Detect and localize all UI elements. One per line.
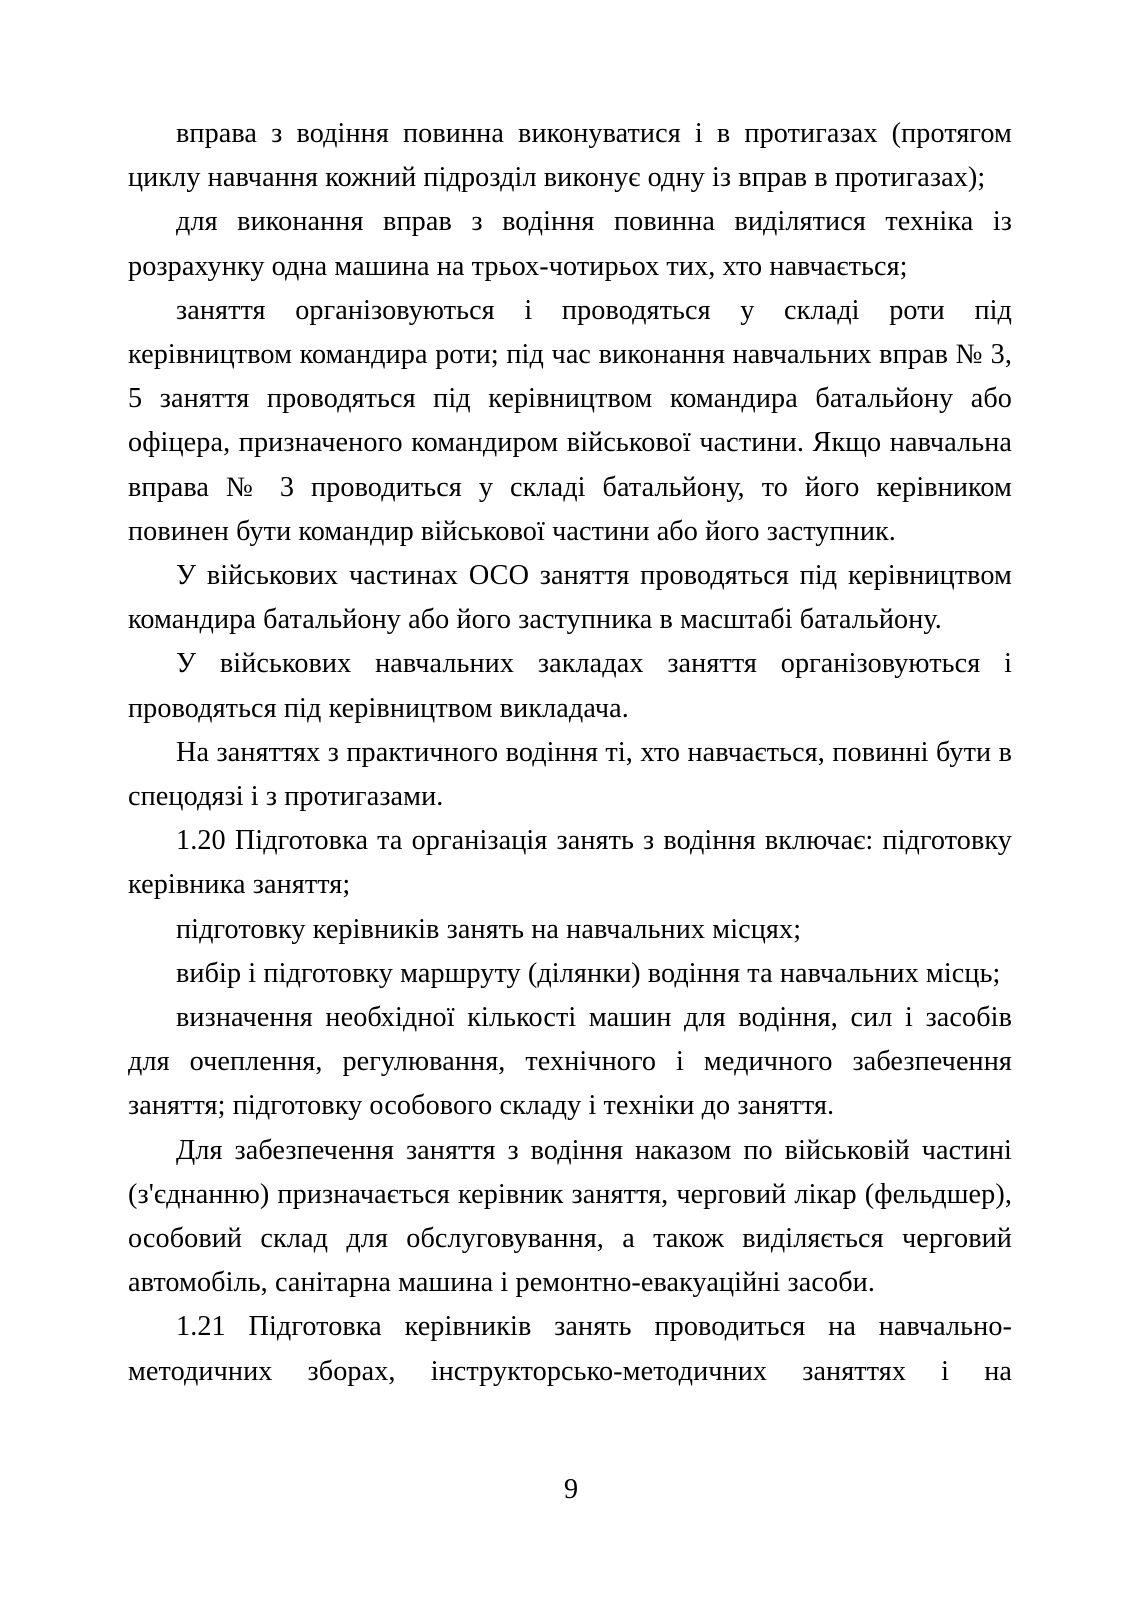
paragraph: У військових навчальних закладах заняття організовуються і проводяться під керівництвом викладача. (128, 648, 1012, 724)
paragraph: Для забезпечення заняття з водіння наказом по військовій частині (з'єднанню) призначається керівник заняття, черговий лікар (фельдшер), особовий склад для обслуговування, а також виділяється черговий автомобіль, санітарна машина і ремонтно-евакуаційні засоби. (128, 1134, 1012, 1299)
paragraph: підготовку керівників занять на навчальних місцях; (176, 913, 802, 945)
paragraph: У військових частинах ОСО заняття проводяться під керівництвом командира батальйону або його заступника в масштабі батальйону. (128, 560, 1012, 636)
paragraph: заняття організовуються і проводяться у складі роти під керівництвом командира роти; під час виконання навчальних вправ № 3, 5 заняття проводяться під керівництвом командира батальйону або офіцера, призначеного командиром військової частини. Якщо навчальна вправа № 3 проводиться у складі батальйону, то його керівником повинен бути командир військової частини або його заступник. (128, 294, 1012, 547)
page-body-text (128, 112, 1012, 1438)
paragraph: вправа з водіння повинна виконуватися і в протигазах (протягом циклу навчання кожний підрозділ виконує одну із вправ в протигазах); (128, 118, 1012, 194)
paragraph: 1.21 Підготовка керівників занять проводиться на навчально-методичних зборах, інструкторсько-методичних заняттях і на (128, 1311, 1012, 1387)
paragraph: визначення необхідної кількості машин для водіння, сил і засобів для очеплення, регулювання, технічного і медичного забезпечення заняття; підготовку особового складу і техніки до заняття. (128, 1002, 1012, 1122)
paragraph: 1.20 Підготовка та організація занять з водіння включає: підготовку керівника заняття; (128, 825, 1012, 901)
paragraph: вибір і підготовку маршруту (ділянки) водіння та навчальних місць; (176, 957, 1001, 989)
page-number: 9 (563, 1474, 579, 1505)
paragraph: На заняттях з практичного водіння ті, хто навчається, повинні бути в спецодязі і з протигазами. (128, 736, 1012, 813)
paragraph: для виконання вправ з водіння повинна виділятися техніка із розрахунку одна машина на трьох-чотирьох тих, хто навчається; (128, 206, 1012, 282)
